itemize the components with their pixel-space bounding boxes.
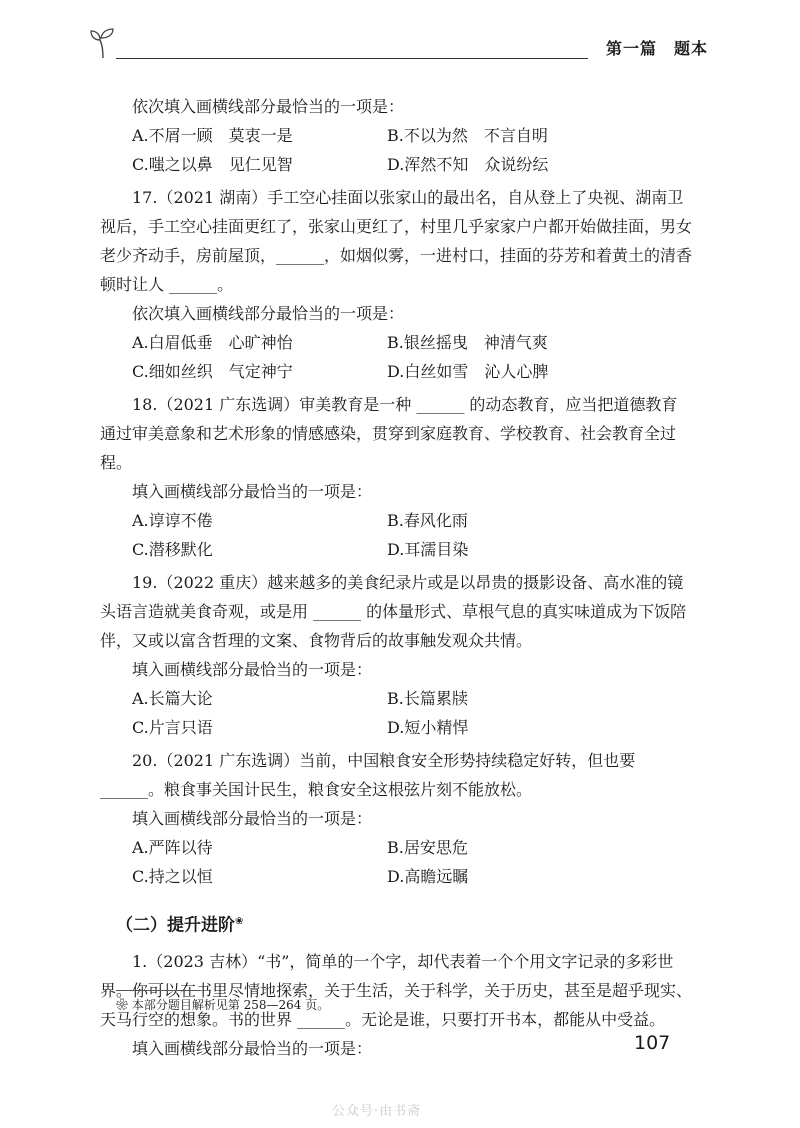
option-a: A.长篇大论 xyxy=(132,689,213,708)
option-c: C.片言只语 xyxy=(132,718,213,737)
header-title: 第一篇 题本 xyxy=(605,39,708,58)
option-d: D.耳濡目染 xyxy=(387,540,469,559)
s2q1-stem: 1.（2023 吉林）“书”，简单的一个字，却代表着一个个用文字记录的多彩世界。你可以在书里尽情地探索，关于生活，关于科学，关于历史，甚至是超乎现实、天马行空的想象。书的世界 ______。无论是谁，只要打开书本，都能从中受益。 xyxy=(100,951,693,1029)
option-d: D.高瞻远瞩 xyxy=(387,867,469,886)
q17-options xyxy=(100,328,692,386)
q19-stem: 19.（2022 重庆）越来越多的美食纪录片或是以昂贵的摄影设备、高水准的镜头语言造就美食奇观，或是用 ______ 的体量形式、草根气息的真实味道成为下饭陪伴，又或以富含哲理的文案、食物背后的故事触发观众共情。 xyxy=(100,573,687,650)
footnote-rule xyxy=(116,990,200,991)
flower-mark-icon: ❀ xyxy=(235,916,244,927)
q18-options xyxy=(100,506,692,564)
page-number: 107 xyxy=(634,1032,671,1054)
option-a: A.白眉低垂 心旷神怡 xyxy=(132,333,293,352)
q17-prompt: 依次填入画横线部分最恰当的一项是： xyxy=(132,304,405,323)
q17-stem: 17.（2021 湖南）手工空心挂面以张家山的最出名，自从登上了央视、湖南卫视后，手工空心挂面更红了，张家山更红了，村里几乎家家户户都开始做挂面，男女老少齐动手，房前屋顶，______，如烟似雾，一进村口，挂面的芬芳和着黄土的清香顿时让人 ______。 xyxy=(100,188,693,294)
q20-prompt: 填入画横线部分最恰当的一项是： xyxy=(132,809,373,828)
option-c: C.嗤之以鼻 见仁见智 xyxy=(132,155,293,174)
s2q1-prompt: 填入画横线部分最恰当的一项是： xyxy=(132,1038,373,1058)
page-content xyxy=(100,92,692,1063)
option-a: A.严阵以待 xyxy=(132,838,213,857)
option-b: B.居安思危 xyxy=(387,838,468,857)
q20-options xyxy=(100,833,692,891)
sprout-icon xyxy=(88,24,118,60)
option-b: B.春风化雨 xyxy=(387,511,468,530)
option-d: D.白丝如雪 沁人心脾 xyxy=(387,362,549,381)
section-heading xyxy=(100,907,692,941)
option-c: C.持之以恒 xyxy=(132,867,213,886)
option-d: D.浑然不知 众说纷纭 xyxy=(387,155,549,174)
section-title: （二）提升进阶 xyxy=(116,915,235,936)
option-b: B.不以为然 不言自明 xyxy=(387,126,548,145)
q16-prompt: 依次填入画横线部分最恰当的一项是： xyxy=(132,97,405,116)
option-c: C.细如丝织 气定神宁 xyxy=(132,362,293,381)
option-b: B.银丝摇曳 神清气爽 xyxy=(387,333,548,352)
q19-options xyxy=(100,684,692,742)
q18-stem: 18.（2021 广东选调）审美教育是一种 ______ 的动态教育，应当把道德教育通过审美意象和艺术形象的情感感染，贯穿到家庭教育、学校教育、社会教育全过程。 xyxy=(100,395,678,472)
option-c: C.潜移默化 xyxy=(132,540,213,559)
running-header xyxy=(88,20,708,60)
q19-prompt: 填入画横线部分最恰当的一项是： xyxy=(132,660,373,679)
footnote: ❀ 本部分题目解析见第 258—264 页。 xyxy=(116,998,330,1012)
q20-stem: 20.（2021 广东选调）当前，中国粮食安全形势持续稳定好转，但也要 ______。粮食事关国计民生，粮食安全这根弦片刻不能放松。 xyxy=(100,751,636,799)
watermark: 公众号·由书斋 xyxy=(332,1104,422,1119)
option-a: A.不屑一顾 莫衷一是 xyxy=(132,126,293,145)
option-d: D.短小精悍 xyxy=(387,718,469,737)
header-rule xyxy=(116,58,588,59)
option-b: B.长篇累牍 xyxy=(387,689,468,708)
q18-prompt: 填入画横线部分最恰当的一项是： xyxy=(132,482,373,501)
q16-options xyxy=(100,121,692,179)
option-a: A.谆谆不倦 xyxy=(132,511,213,530)
